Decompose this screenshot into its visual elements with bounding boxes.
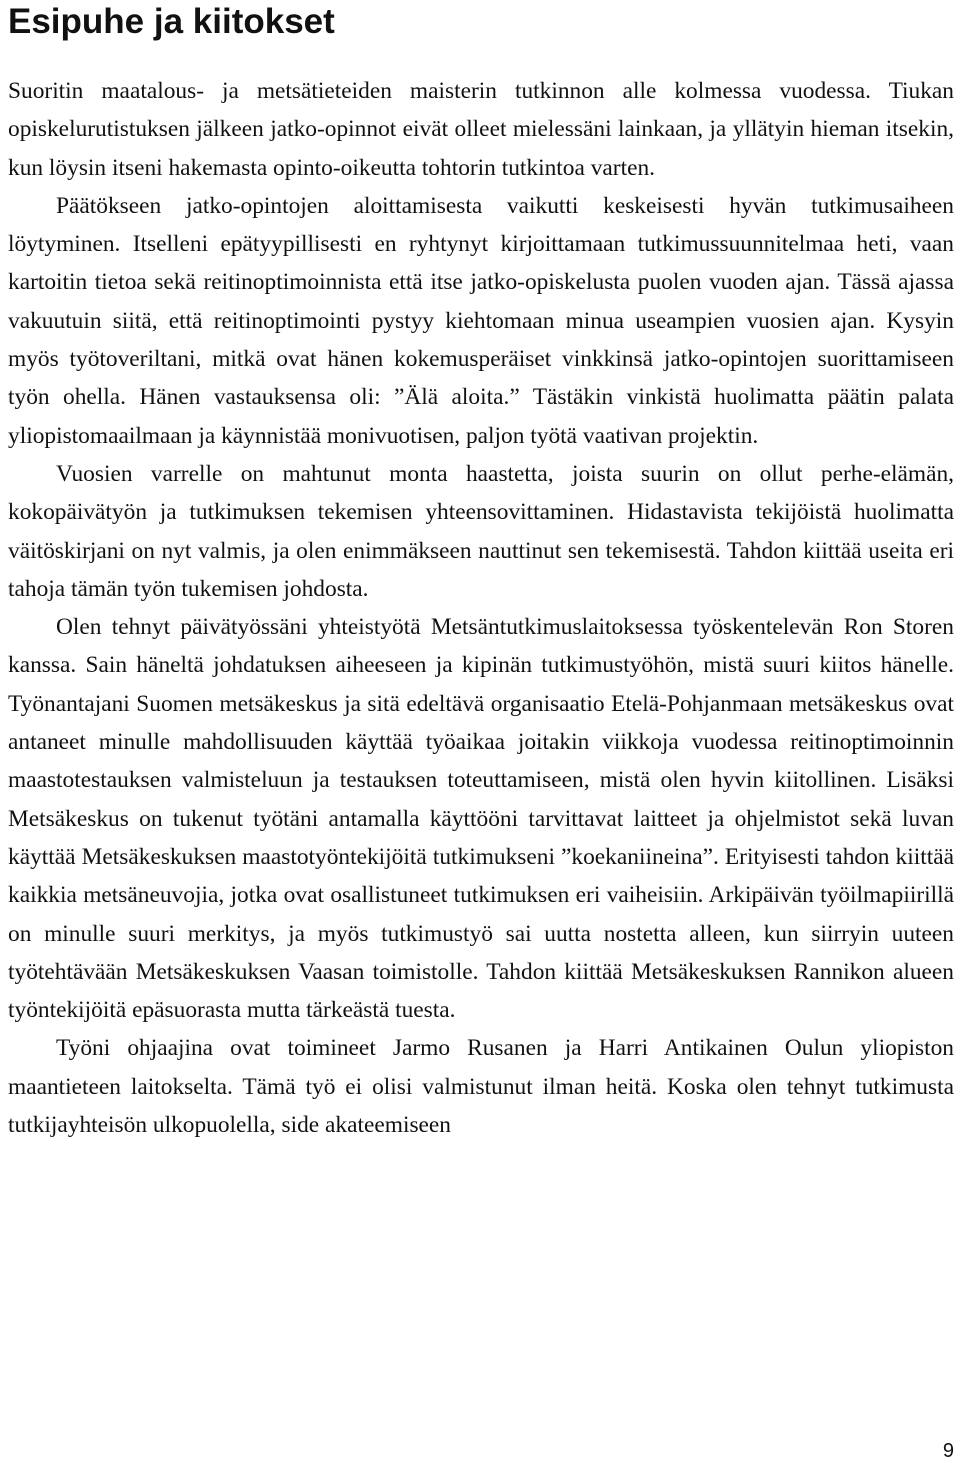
paragraph-acknowledgements: Olen tehnyt päivätyössäni yhteistyötä Metsäntutkimuslaitoksessa työskentelevän Ron Storen kanssa. Sain häneltä johdatuksen aiheeseen ja kipinän tutkimustyöhön, mistä suuri kiitos hänelle. Työnantajani Suomen metsäkeskus ja sitä edeltävä organisaatio Etelä-Pohjanmaan metsäkeskus ovat antaneet minulle mahdollisuuden käyttää työaikaa joitakin viikkoja vuodessa reitinoptimoinnin maastotestauksen valmisteluun ja testauksen toteuttamiseen, mistä olen hyvin kiitollinen. Lisäksi Metsäkeskus on tukenut työtäni antamalla käyttööni tarvittavat laitteet ja ohjelmistot sekä luvan käyttää Metsäkeskuksen maastotyöntekijöitä tutkimukseni ”koekaniineina”. Erityisesti tahdon kiittää kaikkia metsäneuvojia, jotka ovat osallistuneet tutkimuksen eri vaiheisiin. Arkipäivän työilmapiirillä on minulle suuri merkitys, ja myös tutkimustyö sai uutta nostetta alleen, kun siirryin uuteen työtehtävään Metsäkeskuksen Vaasan toimistolle. Tahdon kiittää Metsäkeskuksen Rannikon alueen työntekijöitä epäsuorasta mutta tärkeästä tuesta. xyxy=(8,614,954,1024)
page-title: Esipuhe ja kiitokset xyxy=(8,2,335,41)
paragraph-decision: Päätökseen jatko-opintojen aloittamisesta vaikutti keskeisesti hyvän tutkimusaiheen löytyminen. Itselleni epätyypillisesti en ryhtynyt kirjoittamaan tutkimussuunnitelmaa heti, vaan kartoitin tietoa sekä reitinoptimoinnista että itse jatko-opiskelusta puolen vuoden ajan. Tässä ajassa vakuutuin siitä, että reitinoptimointi pystyy kiehtomaan minua useampien vuosien ajan. Kysyin myös työtoveriltani, mitkä ovat hänen kokemusperäiset vinkkinsä jatko-opintojen suorittamiseen työn ohella. Hänen vastauksensa oli: ”Älä aloita.” Tästäkin vinkistä huolimatta päätin palata yliopistomaailmaan ja käynnistää monivuotisen, paljon työtä vaativan projektin. xyxy=(8,192,954,449)
paragraph-supervisors: Työni ohjaajina ovat toimineet Jarmo Rusanen ja Harri Antikainen Oulun yliopiston maantieteen laitokselta. Tämä työ ei olisi valmistunut ilman heitä. Koska olen tehnyt tutkimusta tutkijayhteisön ulkopuolella, side akateemiseen xyxy=(8,1035,954,1139)
paragraph-intro: Suoritin maatalous- ja metsätieteiden maisterin tutkinnon alle kolmessa vuodessa. Tiukan opiskelurutistuksen jälkeen jatko-opinnot eivät olleet mielessäni lainkaan, ja yllätyin hieman itsekin, kun löysin itseni hakemasta opinto-oikeutta tohtorin tutkintoa varten. xyxy=(8,78,954,181)
page-number: 9 xyxy=(942,1440,954,1462)
body-text xyxy=(8,72,954,1144)
document-page xyxy=(8,0,954,1144)
paragraph-challenges: Vuosien varrelle on mahtunut monta haastetta, joista suurin on ollut perhe-elämän, kokopäivätyön ja tutkimuksen tekemisen yhteensovittaminen. Hidastavista tekijöistä huolimatta väitöskirjani on nyt valmis, ja olen enimmäkseen nauttinut sen tekemisestä. Tahdon kiittää useita eri tahoja tämän työn tukemisen johdosta. xyxy=(8,460,954,602)
